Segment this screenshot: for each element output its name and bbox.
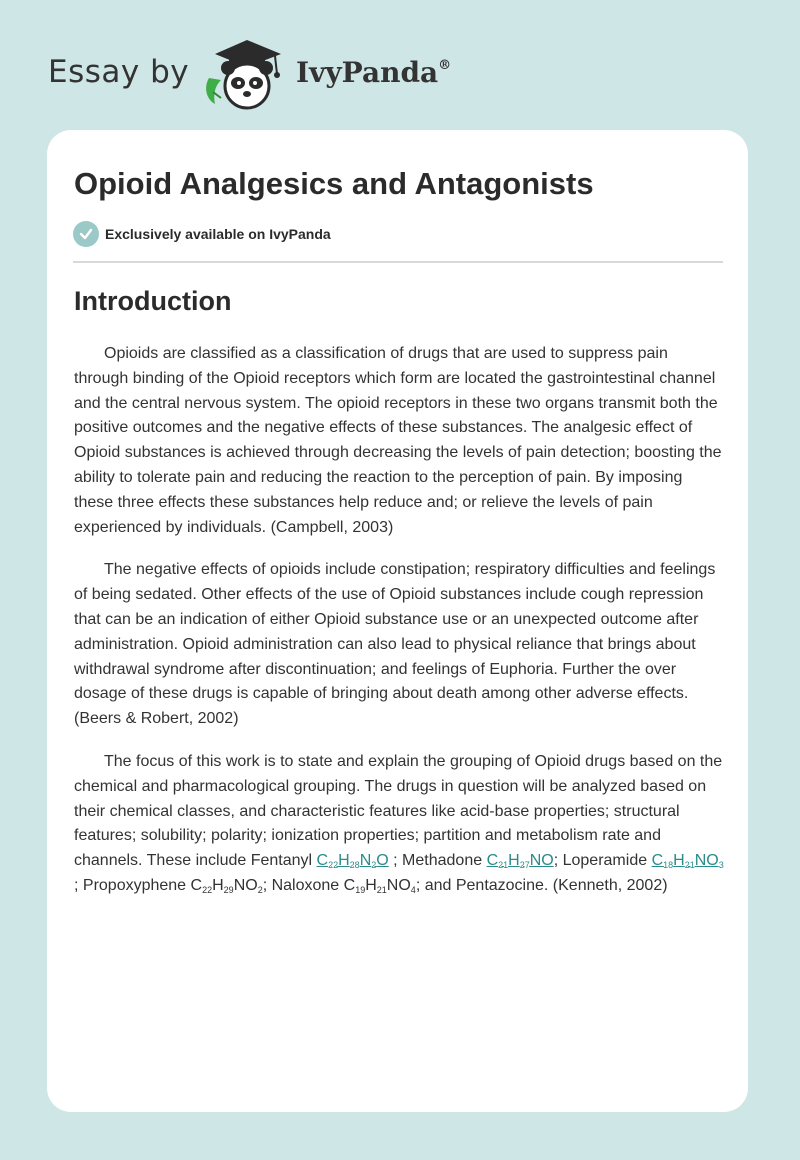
exclusive-badge: [73, 221, 331, 247]
paragraph: The negative effects of opioids include constipation; respiratory difficulties and feelings of being sedated. Other effects of the use of Opioid substances include cough repression that can be an indication of either Opioid substance use or an unexpected outcome after administration. Opioid administration can also lead to physical reliance that brings about withdrawal syndrome after discontinuation; and feelings of Euphoria. Further the over dosage of these drugs is capable of bringing about death among other adverse effects. (Beers & Robert, 2002): [74, 561, 716, 728]
methadone-formula-link[interactable]: $C_{21}H_{27}NO$: [486, 852, 554, 871]
loperamide-formula-link[interactable]: $C_{18}H_{21}NO_3$: [651, 852, 724, 871]
exclusive-label: Exclusively available on IvyPanda: [105, 226, 331, 242]
essay-by-label: Essay by: [48, 54, 190, 90]
site-header: [48, 34, 748, 114]
essay-card: [47, 130, 748, 1112]
propoxyphene-formula: $C_{22}H_{29}NO_2$: [190, 876, 263, 895]
fentanyl-formula-link[interactable]: $C_{22}H_{28}N_2O$: [316, 852, 389, 871]
essay-body: [74, 342, 724, 917]
divider: [73, 261, 723, 263]
paragraph: Opioids are classified as a classification of drugs that are used to suppress pain through binding of the Opioid receptors which form are located the gastrointestinal channel and the central nervous system. The opioid receptors in these two organs transmit both the positive outcomes and the negative effects of these substances. The analgesic effect of Opioid substances is achieved through decreasing the levels of pain detection; boosting the ability to tolerate pain and reducing the reaction to the perception of pain. By imposing these three effects these substances help reduce and; or relieve the levels of pain experienced by individuals. (Campbell, 2003): [74, 345, 722, 536]
paragraph: The focus of this work is to state and explain the grouping of Opioid drugs based on the chemical and pharmacological grouping. The drugs in question will be analyzed based on their chemical classes, and characteristic features like acid-base properties; structural features; solubility; polarity; ionization properties; partition and metabolism rate and channels. These include Fentanyl $C_{22}H_{28}N_2O$ ; Methadone $C_{21}H_{27}NO$; Loperamide $C_{18}H_{21}NO_3$ ; Propoxyphene $C_{22}H_{29}NO_2$; Naloxone $C_{19}H_{21}NO_4$; and Pentazocine. (Kenneth, 2002): [74, 752, 724, 895]
panda-graduation-cap-icon[interactable]: [201, 34, 293, 110]
check-circle-icon: [73, 221, 99, 247]
section-heading: Introduction: [74, 286, 232, 316]
naloxone-formula: $C_{19}H_{21}NO_4$: [343, 876, 416, 895]
brand-name[interactable]: IvyPanda®: [296, 56, 452, 89]
page-title: Opioid Analgesics and Antagonists: [74, 166, 594, 201]
